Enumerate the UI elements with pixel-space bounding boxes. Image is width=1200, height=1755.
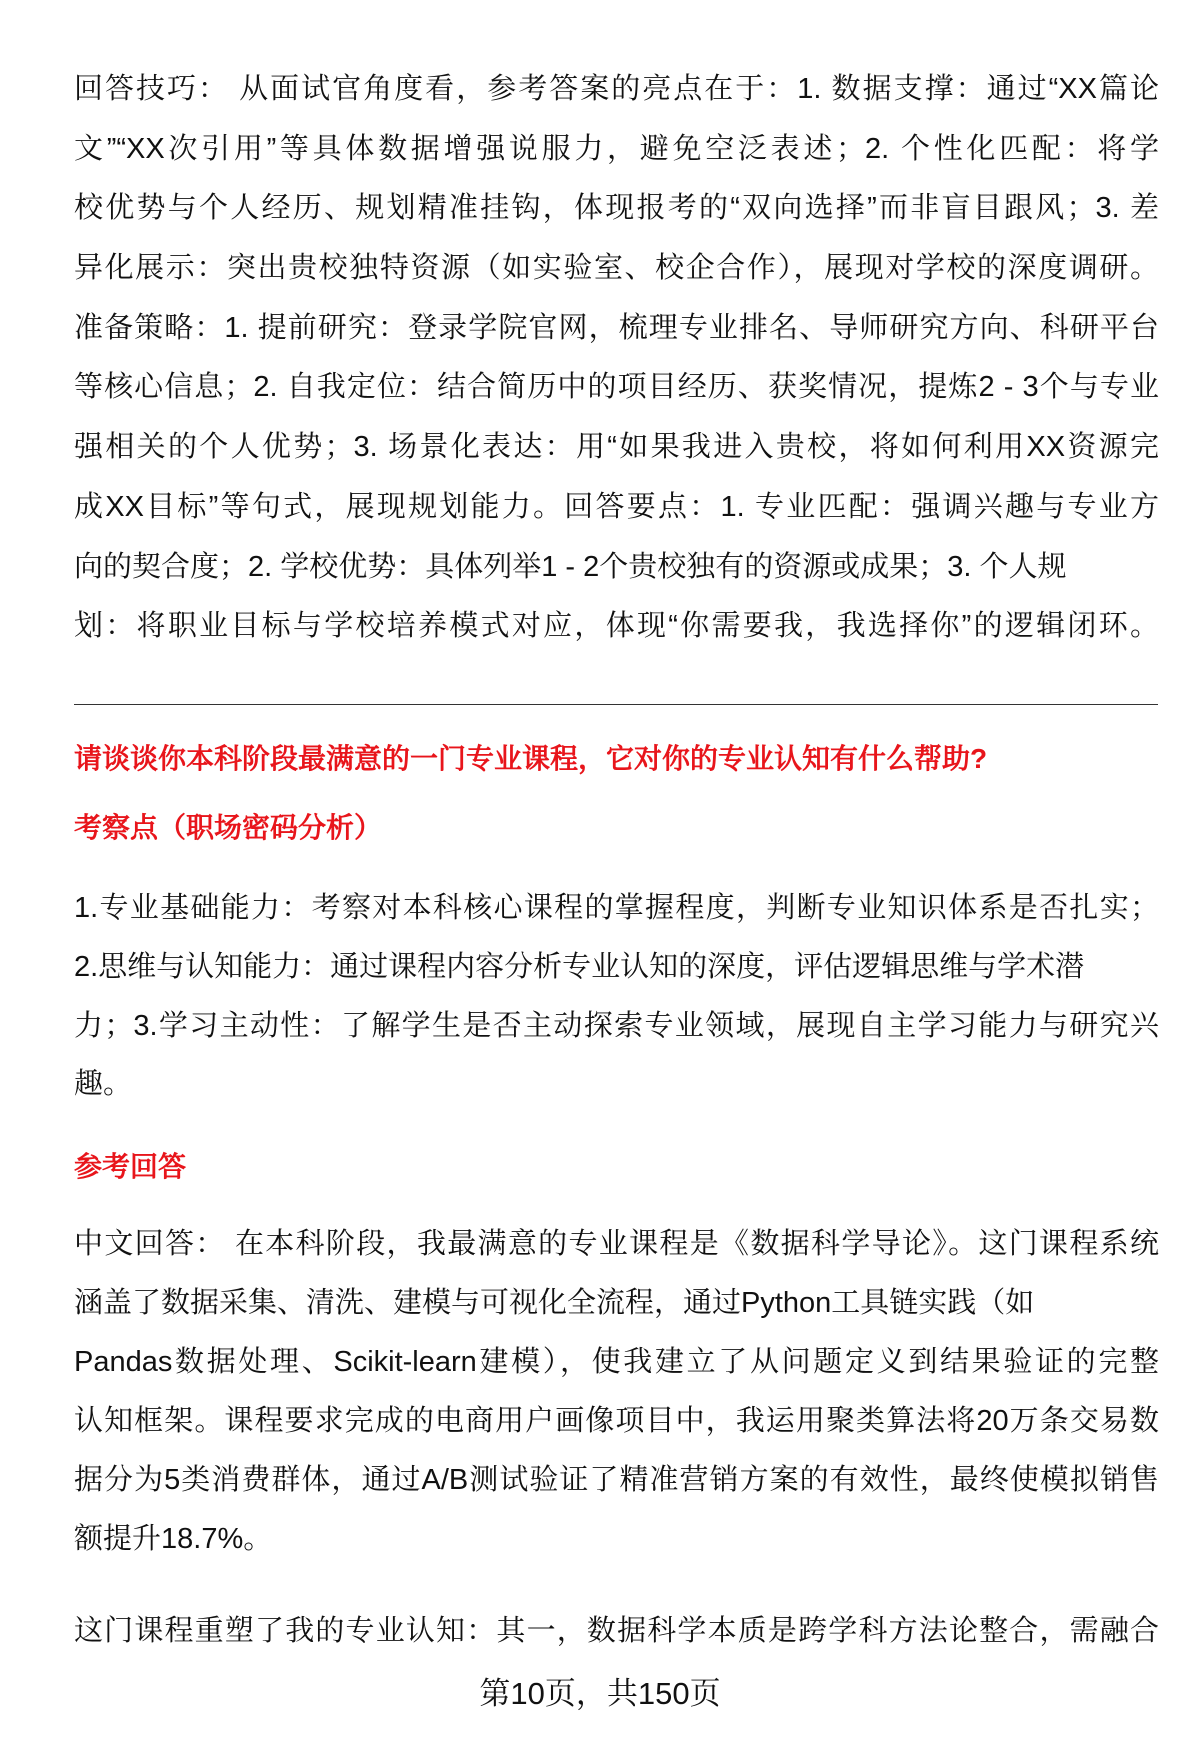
text-line: 中文回答： 在本科阶段，我最满意的专业课程是《数据科学导论》。这门课程系统 [74,1228,1159,1260]
focus-heading: 考察点（职场密码分析） [74,812,383,843]
text-line: 等核心信息；2. 自我定位：结合简历中的项目经历、获奖情况，提炼2 - 3个与专业 [74,371,1159,403]
text-line: 据分为5类消费群体，通过A/B测试验证了精准营销方案的有效性，最终使模拟销售 [74,1464,1159,1496]
text-line: 认知框架。课程要求完成的电商用户画像项目中，我运用聚类算法将20万条交易数 [74,1405,1159,1437]
text-line: 准备策略：1. 提前研究：登录学院官网，梳理专业排名、导师研究方向、科研平台 [74,312,1159,344]
text-line: 成XX目标”等句式，展现规划能力。回答要点：1. 专业匹配：强调兴趣与专业方 [74,491,1159,523]
text-line: 涵盖了数据采集、清洗、建模与可视化全流程，通过Python工具链实践（如 [74,1287,1035,1319]
text-line: 异化展示：突出贵校独特资源（如实验室、校企合作），展现对学校的深度调研。 [74,252,1159,284]
text-line: 趣。 [74,1068,133,1100]
answer-heading: 参考回答 [74,1151,187,1182]
text-line: Pandas数据处理、Scikit-learn建模），使我建立了从问题定义到结果验证的完整 [74,1346,1159,1378]
divider [74,704,1158,705]
text-line: 力；3.学习主动性：了解学生是否主动探索专业领域，展现自主学习能力与研究兴 [74,1010,1159,1042]
text-line: 划：将职业目标与学校培养模式对应，体现“你需要我，我选择你”的逻辑闭环。 [74,610,1159,642]
text-line: 向的契合度；2. 学校优势：具体列举1 - 2个贵校独有的资源或成果；3. 个人规 [74,551,1067,583]
text-line: 2.思维与认知能力：通过课程内容分析专业认知的深度，评估逻辑思维与学术潜 [74,951,1085,983]
text-line: 强相关的个人优势；3. 场景化表达：用“如果我进入贵校，将如何利用XX资源完 [74,431,1159,463]
question-heading: 请谈谈你本科阶段最满意的一门专业课程，它对你的专业认知有什么帮助? [74,743,988,774]
text-line: 额提升18.7%。 [74,1523,273,1555]
text-line: 校优势与个人经历、规划精准挂钩，体现报考的“双向选择”而非盲目跟风；3. 差 [74,192,1159,224]
page-number: 第10页，共150页 [479,1676,721,1711]
text-line: 1.专业基础能力：考察对本科核心课程的掌握程度，判断专业知识体系是否扎实； [74,892,1159,924]
text-line: 文”“XX次引用”等具体数据增强说服力，避免空泛表述；2. 个性化匹配：将学 [74,133,1159,165]
text-line: 这门课程重塑了我的专业认知：其一，数据科学本质是跨学科方法论整合，需融合 [74,1615,1159,1647]
text-line: 回答技巧： 从面试官角度看，参考答案的亮点在于：1. 数据支撑：通过“XX篇论 [74,73,1159,105]
